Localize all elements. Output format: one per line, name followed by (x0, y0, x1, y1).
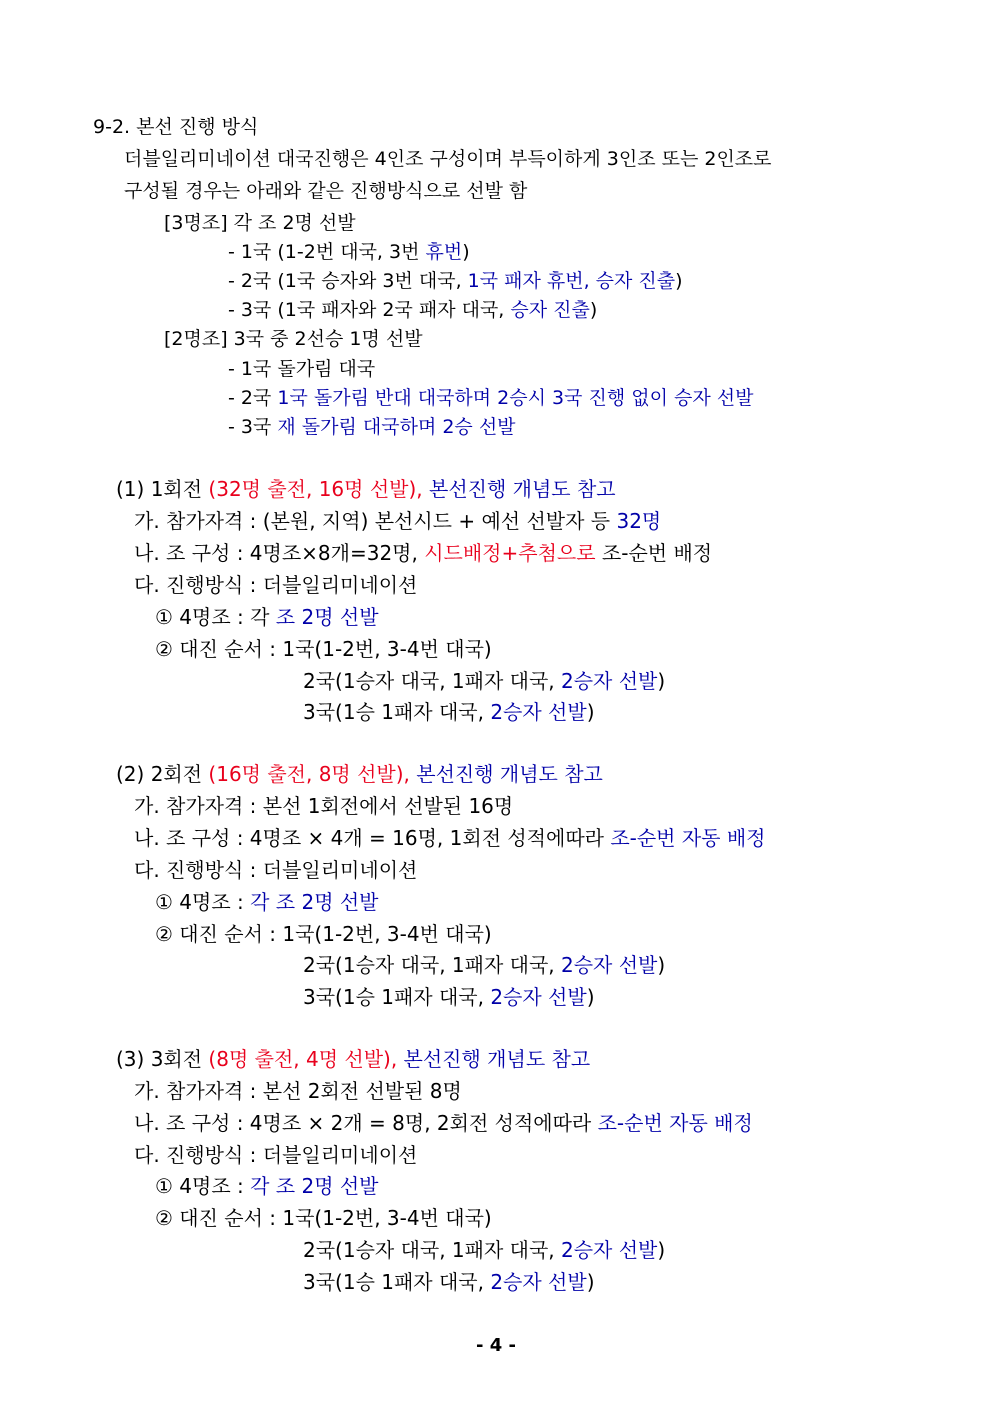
round-3-order-1: ② 대진 순서 : 1국(1-2번, 3-4번 대국) (155, 1206, 492, 1230)
page-number: - 4 - (476, 1335, 516, 1356)
round-1-group-composition: 나. 조 구성 : 4명조×8개=32명, 시드배정+추첨으로 조-순번 배정 (134, 541, 713, 565)
group3-heading: [3명조] 각 조 2명 선발 (164, 212, 356, 234)
round-2-group-composition: 나. 조 구성 : 4명조 × 4개 = 16명, 1회전 성적에따라 조-순번 자동 배정 (134, 826, 766, 850)
group3-line-3: - 3국 (1국 패자와 2국 패자 대국, 승자 진출) (228, 299, 598, 321)
round-3-group-composition: 나. 조 구성 : 4명조 × 2개 = 8명, 2회전 성적에따라 조-순번 자동 배정 (134, 1111, 753, 1135)
round-2-order-2: 2국(1승자 대국, 1패자 대국, 2승자 선발) (303, 953, 666, 977)
round-3-eligibility: 가. 참가자격 : 본선 2회전 선발된 8명 (134, 1079, 462, 1103)
round-1-order-3: 3국(1승 1패자 대국, 2승자 선발) (303, 700, 595, 724)
round-3-order-3: 3국(1승 1패자 대국, 2승자 선발) (303, 1270, 595, 1294)
round-1-eligibility: 가. 참가자격 : (본원, 지역) 본선시드 + 예선 선발자 등 32명 (134, 509, 662, 533)
round-3-group4: ① 4명조 : 각 조 2명 선발 (155, 1174, 379, 1198)
group3-line-1: - 1국 (1-2번 대국, 3번 휴번) (228, 241, 470, 263)
round-2-group4: ① 4명조 : 각 조 2명 선발 (155, 890, 379, 914)
round-3-order-2: 2국(1승자 대국, 1패자 대국, 2승자 선발) (303, 1238, 666, 1262)
intro-line-1: 더블일리미네이션 대국진행은 4인조 구성이며 부득이하게 3인조 또는 2인조로 (124, 148, 772, 170)
group2-line-1: - 1국 돌가림 대국 (228, 358, 376, 380)
round-1-order-1: ② 대진 순서 : 1국(1-2번, 3-4번 대국) (155, 637, 492, 661)
round-2-order-1: ② 대진 순서 : 1국(1-2번, 3-4번 대국) (155, 922, 492, 946)
section-title: 9-2. 본선 진행 방식 (93, 116, 259, 138)
round-3-method: 다. 진행방식 : 더블일리미네이션 (134, 1143, 418, 1167)
round-1-group4: ① 4명조 : 각 조 2명 선발 (155, 605, 379, 629)
round-3-heading: (3) 3회전 (8명 출전, 4명 선발), 본선진행 개념도 참고 (116, 1047, 591, 1071)
round-2-method: 다. 진행방식 : 더블일리미네이션 (134, 858, 418, 882)
round-2-eligibility: 가. 참가자격 : 본선 1회전에서 선발된 16명 (134, 794, 514, 818)
round-1-method: 다. 진행방식 : 더블일리미네이션 (134, 573, 418, 597)
intro-line-2: 구성될 경우는 아래와 같은 진행방식으로 선발 함 (124, 180, 528, 202)
group2-line-3: - 3국 재 돌가림 대국하며 2승 선발 (228, 416, 516, 438)
round-2-order-3: 3국(1승 1패자 대국, 2승자 선발) (303, 985, 595, 1009)
group2-line-2: - 2국 1국 돌가림 반대 대국하며 2승시 3국 진행 없이 승자 선발 (228, 387, 754, 409)
round-2-heading: (2) 2회전 (16명 출전, 8명 선발), 본선진행 개념도 참고 (116, 762, 603, 786)
round-1-heading: (1) 1회전 (32명 출전, 16명 선발), 본선진행 개념도 참고 (116, 477, 616, 501)
group2-heading: [2명조] 3국 중 2선승 1명 선발 (164, 328, 423, 350)
group3-line-2: - 2국 (1국 승자와 3번 대국, 1국 패자 휴번, 승자 진출) (228, 270, 683, 292)
round-1-order-2: 2국(1승자 대국, 1패자 대국, 2승자 선발) (303, 669, 666, 693)
